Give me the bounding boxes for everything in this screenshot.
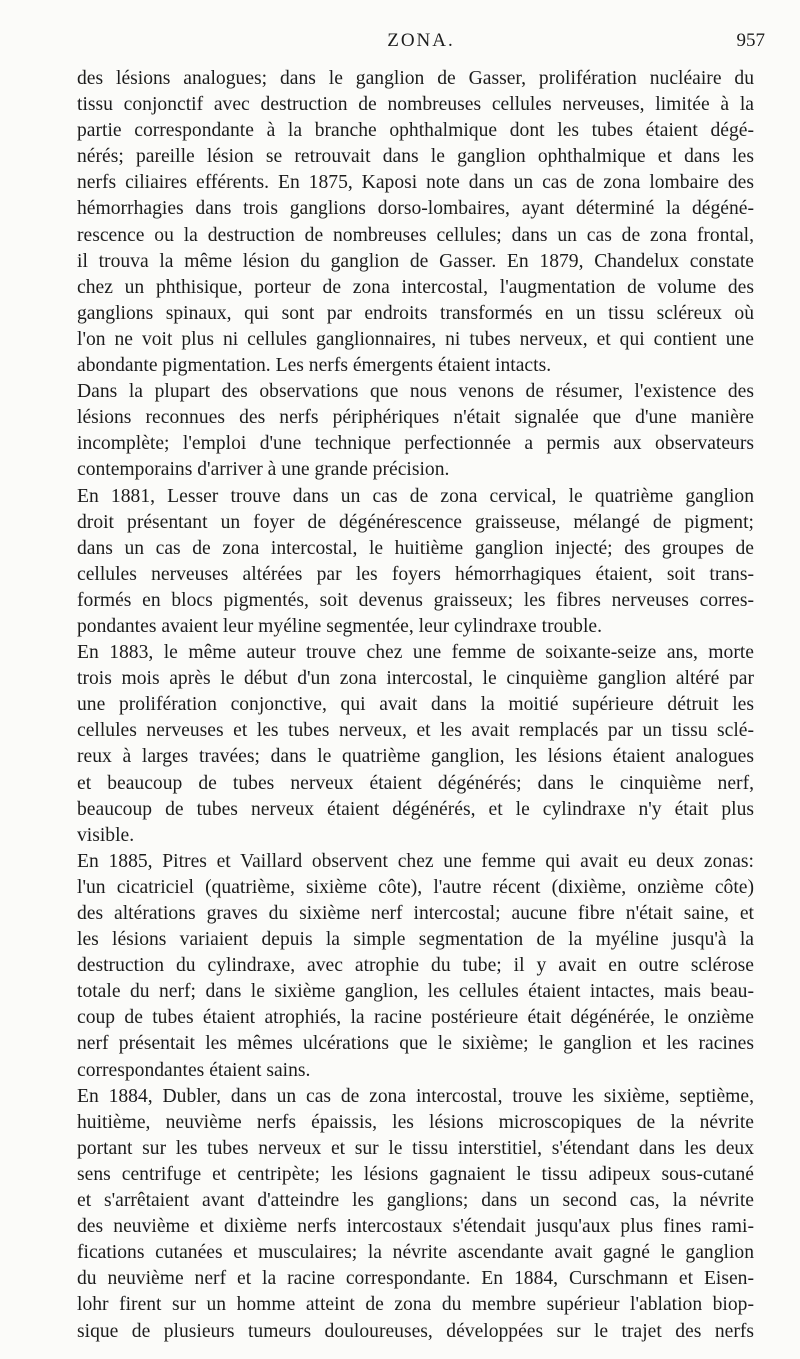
body-text — [77, 66, 754, 1345]
text-line: des altérations graves du sixième nerf intercostal; aucune fibre n'était saine, et — [77, 903, 754, 924]
text-line: et beaucoup de tubes nerveux étaient dégénérés; dans le cinquième nerf, — [77, 772, 754, 794]
text-line: trois mois après le début d'un zona intercostal, le cinquième ganglion altéré par — [77, 668, 754, 690]
text-line: coup de tubes étaient atrophiés, la racine postérieure était dégénérée, le onzième — [77, 1007, 754, 1029]
text-line: l'un cicatriciel (quatrième, sixième côte), l'autre récent (dixième, onzième côte) — [77, 876, 754, 898]
text-line: En 1881, Lesser trouve dans un cas de zona cervical, le quatrième ganglion — [77, 485, 754, 507]
text-line: destruction du cylindraxe, avec atrophie du tube; il y avait en outre sclérose — [77, 955, 754, 977]
paragraph — [77, 484, 754, 641]
text-line: rescence ou la destruction de nombreuses cellules; dans un cas de zona frontal, — [77, 224, 754, 246]
running-title: ZONA. — [387, 30, 455, 51]
text-line: l'on ne voit plus ni cellules ganglionnaires, ni tubes nerveux, et qui contient une — [77, 328, 754, 350]
text-line: totale du nerf; dans le sixième ganglion, les cellules étaient intactes, mais beau- — [77, 981, 754, 1003]
text-line: il trouva la même lésion du ganglion de Gasser. En 1879, Chandelux constate — [77, 250, 754, 272]
text-line: nerf présentait les mêmes ulcérations que le sixième; le ganglion et les racines — [77, 1033, 754, 1055]
text-line: huitième, neuvième nerfs épaissis, les lésions microscopiques de la névrite — [77, 1111, 754, 1133]
text-line: tissu conjonctif avec destruction de nombreuses cellules nerveuses, limitée à la — [77, 94, 754, 116]
text-line: cellules nerveuses et les tubes nerveux, et les avait remplacés par un tissu sclé- — [77, 720, 754, 742]
text-line: hémorrhagies dans trois ganglions dorso-lombaires, ayant déterminé la dégéné- — [77, 198, 754, 220]
text-line: droit présentant un foyer de dégénérescence graisseuse, mélangé de pigment; — [77, 511, 754, 533]
text-line: fications cutanées et musculaires; la névrite ascendante avait gagné le ganglion — [77, 1242, 754, 1264]
text-line: En 1883, le même auteur trouve chez une femme de soixante-seize ans, morte — [77, 642, 754, 664]
paragraph — [77, 849, 754, 1084]
page-number: 957 — [736, 30, 765, 51]
text-line: pondantes avaient leur myéline segmentée, leur cylindraxe trouble. — [77, 615, 603, 637]
text-line: sens centrifuge et centripète; les lésions gagnaient le tissu adipeux sous-cutané — [77, 1163, 754, 1185]
text-line: nerfs ciliaires efférents. En 1875, Kaposi note dans un cas de zona lombaire des — [77, 172, 754, 194]
text-line: lésions reconnues des nerfs périphériques n'était signalée que d'une manière — [77, 407, 754, 429]
text-line: les lésions variaient depuis la simple segmentation de la myéline jusqu'à la — [77, 929, 754, 951]
text-line: correspondantes étaient sains. — [77, 1059, 311, 1081]
text-line: portant sur les tubes nerveux et sur le tissu interstitiel, s'étendant dans les deux — [77, 1137, 754, 1159]
page-header — [77, 30, 765, 60]
text-line: nérés; pareille lésion se retrouvait dans le ganglion ophthalmique et dans les — [77, 146, 754, 168]
text-line: formés en blocs pigmentés, soit devenus graisseux; les fibres nerveuses corres- — [77, 589, 754, 611]
text-line: des lésions analogues; dans le ganglion de Gasser, prolifération nucléaire du — [77, 68, 754, 89]
text-line: des neuvième et dixième nerfs intercostaux s'étendait jusqu'aux plus fines rami- — [77, 1216, 754, 1238]
text-line: dans un cas de zona intercostal, le huitième ganglion injecté; des groupes de — [77, 537, 754, 559]
text-line: du neuvième nerf et la racine correspondante. En 1884, Curschmann et Eisen- — [77, 1268, 754, 1290]
text-line: incomplète; l'emploi d'une technique perfectionnée a permis aux observateurs — [77, 433, 754, 455]
text-line: visible. — [77, 824, 135, 846]
paragraph — [77, 66, 754, 379]
text-line: ganglions spinaux, qui sont par endroits transformés en un tissu scléreux où — [77, 302, 754, 324]
text-line: abondante pigmentation. Les nerfs émergents étaient intacts. — [77, 355, 552, 377]
text-line: une prolifération conjonctive, qui avait dans la moitié supérieure détruit les — [77, 694, 754, 716]
text-line: lohr firent sur un homme atteint de zona du membre supérieur l'ablation biop- — [77, 1294, 754, 1316]
text-line: cellules nerveuses altérées par les foyers hémorrhagiques étaient, soit trans- — [77, 563, 754, 585]
paragraph — [77, 379, 754, 483]
text-line: reux à larges travées; dans le quatrième ganglion, les lésions étaient analogues — [77, 746, 754, 768]
paragraph — [77, 1084, 754, 1345]
text-line: partie correspondante à la branche ophthalmique dont les tubes étaient dégé- — [77, 120, 754, 142]
text-line: Dans la plupart des observations que nous venons de résumer, l'existence des — [77, 381, 754, 403]
text-line: contemporains d'arriver à une grande précision. — [77, 459, 450, 481]
text-line: sique de plusieurs tumeurs douloureuses, développées sur le trajet des nerfs — [77, 1320, 754, 1342]
paragraph — [77, 640, 754, 849]
text-line: En 1885, Pitres et Vaillard observent chez une femme qui avait eu deux zonas: — [77, 850, 754, 872]
text-line: beaucoup de tubes nerveux étaient dégénérés, et le cylindraxe n'y était plus — [77, 798, 754, 820]
text-line: chez un phthisique, porteur de zona intercostal, l'augmentation de volume des — [77, 276, 754, 298]
text-line: En 1884, Dubler, dans un cas de zona intercostal, trouve les sixième, septième, — [77, 1085, 754, 1107]
text-line: et s'arrêtaient avant d'atteindre les ganglions; dans un second cas, la névrite — [77, 1190, 754, 1212]
